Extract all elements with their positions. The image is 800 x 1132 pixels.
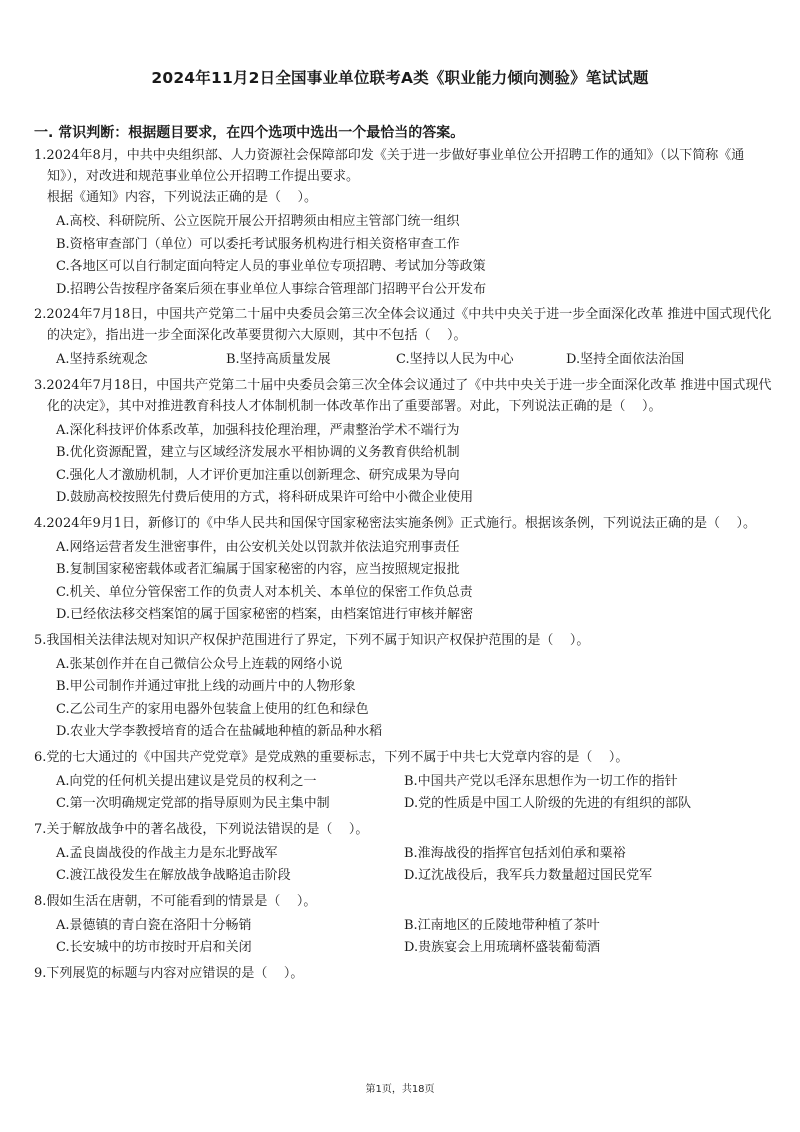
option-row	[56, 937, 774, 960]
option-a: A.深化科技评价体系改革，加强科技伦理治理，严肃整治学术不端行为	[56, 422, 460, 438]
question-list	[34, 145, 774, 984]
question-8	[34, 891, 774, 960]
question-stem: 5.我国相关法律法规对知识产权保护范围进行了界定，下列不属于知识产权保护范围的是（ ）。	[34, 632, 590, 648]
option-list	[34, 915, 774, 960]
question-stem: 1.2024年8月，中共中央组织部、人力资源社会保障部印发《关于进一步做好事业单位公开招聘工作的通知》（以下简称《通知》），对改进和规范事业单位公开招聘工作提出要求。 根据《通知》内容，下列说法正确的是（ ）。	[34, 148, 745, 205]
option-b: B.中国共产党以毛泽东思想作为一切工作的指针	[404, 773, 678, 789]
option-a: A.网络运营者发生泄密事件，由公安机关处以罚款并依法追究刑事责任	[56, 539, 460, 555]
option-d: D.坚持全面依法治国	[566, 352, 685, 367]
question-1	[34, 145, 774, 301]
document-title: 2024年11月2日全国事业单位联考A类《职业能力倾向测验》笔试试题	[151, 69, 649, 87]
option-a: A.向党的任何机关提出建议是党员的权利之一	[56, 773, 317, 789]
question-stem: 3.2024年7月18日，中国共产党第二十届中央委员会第三次全体会议通过了《中共中央关于进一步全面深化改革 推进中国式现代化的决定》，其中对推进教育科技人才体制机制一体改革作出了重要部署。对此，下列说法正确的是（ ）。	[34, 377, 772, 414]
option-d: D.农业大学李教授培育的适合在盐碱地种植的新品种水稻	[56, 724, 383, 739]
option-b: B.淮海战役的指挥官包括刘伯承和粟裕	[404, 845, 626, 861]
question-stem: 8.假如生活在唐朝，不可能看到的情景是（ ）。	[34, 893, 317, 909]
option-c: C.长安城中的坊市按时开启和关闭	[56, 940, 252, 955]
question-3	[34, 375, 774, 510]
option-list	[34, 537, 774, 627]
section-heading: 一. 常识判断：根据题目要求，在四个选项中选出一个最恰当的答案。	[34, 125, 465, 141]
option-c: C.乙公司生产的家用电器外包装盒上使用的红色和绿色	[56, 701, 369, 717]
option-d: D.已经依法移交档案馆的属于国家秘密的档案，由档案馆进行审核并解密	[56, 607, 474, 622]
option-c: C.第一次明确规定党部的指导原则为民主集中制	[56, 796, 330, 811]
option-b: B.优化资源配置，建立与区域经济发展水平相协调的义务教育供给机制	[56, 445, 460, 460]
option-a: A.景德镇的青白瓷在洛阳十分畅销	[56, 917, 252, 933]
option-d: D.贵族宴会上用琉璃杯盛装葡萄酒	[404, 940, 601, 955]
option-row	[56, 771, 774, 794]
question-stem: 4.2024年9月1日，新修订的《中华人民共和国保守国家秘密法实施条例》正式施行。根据该条例，下列说法正确的是（ ）。	[34, 515, 757, 531]
option-c: C.坚持以人民为中心	[396, 352, 514, 367]
question-7	[34, 819, 774, 888]
option-list	[34, 211, 774, 301]
option-b: B.复制国家秘密载体或者汇编属于国家秘密的内容，应当按照规定报批	[56, 562, 460, 577]
question-9	[34, 963, 774, 984]
question-stem: 9.下列展览的标题与内容对应错误的是（ ）。	[34, 965, 304, 981]
option-row	[56, 843, 774, 866]
option-list	[34, 771, 774, 816]
option-row	[56, 793, 774, 816]
question-2	[34, 304, 774, 372]
question-stem: 6.党的七大通过的《中国共产党党章》是党成熟的重要标志，下列不属于中共七大党章内容的是（ ）。	[34, 749, 629, 765]
option-a: A.张某创作并在自己微信公众号上连载的网络小说	[56, 656, 343, 672]
option-a: A.坚持系统观念	[56, 352, 148, 367]
option-d: D.鼓励高校按照先付费后使用的方式，将科研成果许可给中小微企业使用	[56, 490, 474, 505]
option-list	[34, 843, 774, 888]
option-list	[34, 420, 774, 510]
option-b: B.资格审查部门（单位）可以委托考试服务机构进行相关资格审查工作	[56, 236, 460, 252]
question-stem: 2.2024年7月18日，中国共产党第二十届中央委员会第三次全体会议通过《中共中央关于进一步全面深化改革 推进中国式现代化的决定》，指出进一步全面深化改革要贯彻六大原则，其中不包括（ ）。	[34, 307, 772, 343]
page-footer: 第1页，共18页	[365, 1084, 435, 1095]
option-list	[34, 654, 774, 744]
question-4	[34, 513, 774, 627]
option-c: C.强化人才激励机制，人才评价更加注重以创新理念、研究成果为导向	[56, 467, 460, 483]
option-c: C.各地区可以自行制定面向特定人员的事业单位专项招聘、考试加分等政策	[56, 259, 486, 274]
option-b: B.甲公司制作并通过审批上线的动画片中的人物形象	[56, 679, 356, 694]
question-5	[34, 630, 774, 744]
option-row	[56, 915, 774, 938]
option-row	[56, 865, 774, 888]
option-c: C.机关、单位分管保密工作的负责人对本机关、本单位的保密工作负总责	[56, 584, 473, 600]
option-d: D.辽沈战役后，我军兵力数量超过国民党军	[404, 868, 653, 883]
question-stem: 7.关于解放战争中的著名战役，下列说法错误的是（ ）。	[34, 821, 369, 837]
option-d: D.招聘公告按程序备案后须在事业单位人事综合管理部门招聘平台公开发布	[56, 281, 487, 297]
option-c: C.渡江战役发生在解放战争战略追击阶段	[56, 868, 291, 883]
option-b: B.江南地区的丘陵地带种植了茶叶	[404, 917, 600, 933]
option-a: A.高校、科研院所、公立医院开展公开招聘须由相应主管部门统一组织	[56, 214, 460, 229]
option-a: A.孟良崮战役的作战主力是东北野战军	[56, 845, 278, 861]
option-d: D.党的性质是中国工人阶级的先进的有组织的部队	[404, 796, 692, 811]
option-list	[34, 349, 774, 372]
question-6	[34, 747, 774, 816]
option-b: B.坚持高质量发展	[226, 352, 331, 367]
